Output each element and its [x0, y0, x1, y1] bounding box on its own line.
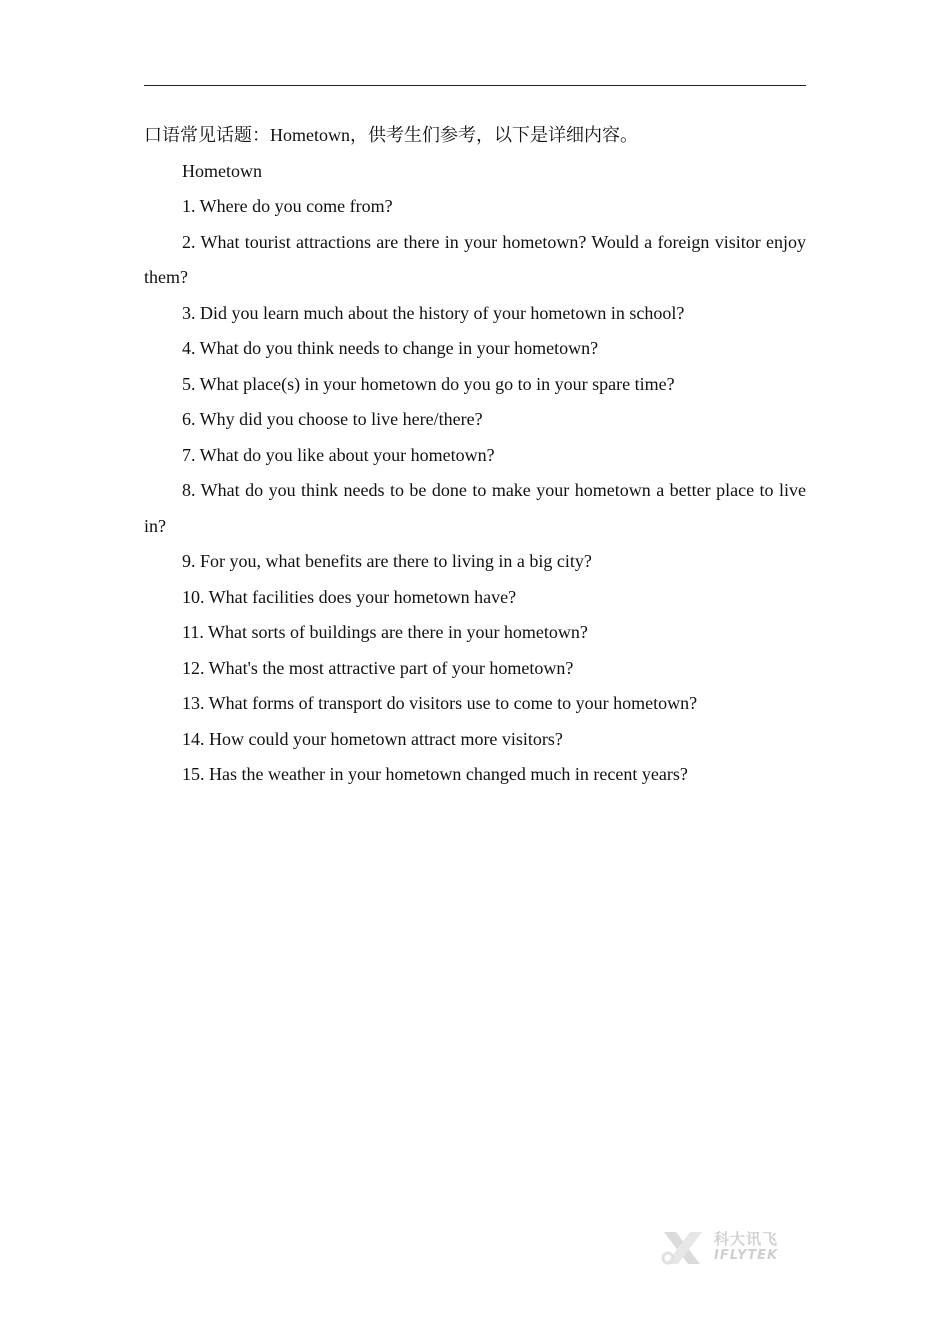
question-item: 14. How could your hometown attract more visitors? [182, 728, 563, 749]
intro-text: 口语常见话题：Hometown，供考生们参考，以下是详细内容。 [144, 125, 638, 145]
iflytek-watermark [660, 1226, 800, 1270]
question-item: 3. Did you learn much about the history of your hometown in school? [182, 302, 685, 323]
iflytek-logo-icon [660, 1228, 706, 1268]
question-item: 4. What do you think needs to change in your hometown? [182, 338, 599, 358]
question-item: 15. Has the weather in your hometown changed much in recent years? [182, 764, 688, 784]
question-item: 6. Why did you choose to live here/there? [182, 409, 483, 429]
section-heading: Hometown [182, 160, 262, 181]
question-item: 13. What forms of transport do visitors use to come to your hometown? [182, 693, 698, 713]
question-item: 10. What facilities does your hometown have? [182, 586, 517, 607]
watermark-brand-en: IFLYTEK [714, 1248, 779, 1263]
watermark-brand-cn: 科大讯飞 [714, 1230, 779, 1248]
header-divider [144, 85, 806, 86]
question-item: 7. What do you like about your hometown? [182, 444, 495, 465]
question-item: 5. What place(s) in your hometown do you go to in your spare time? [182, 373, 675, 394]
question-item: 9. For you, what benefits are there to living in a big city? [182, 551, 592, 571]
question-item: 2. What tourist attractions are there in your hometown? Would a foreign visitor enjoy them? [144, 231, 806, 287]
question-item: 1. Where do you come from? [182, 196, 393, 216]
question-item: 8. What do you think needs to be done to make your hometown a better place to live in? [144, 480, 806, 536]
question-item: 11. What sorts of buildings are there in your hometown? [182, 622, 588, 642]
question-item: 12. What's the most attractive part of your hometown? [182, 657, 574, 678]
document-body [144, 118, 806, 793]
